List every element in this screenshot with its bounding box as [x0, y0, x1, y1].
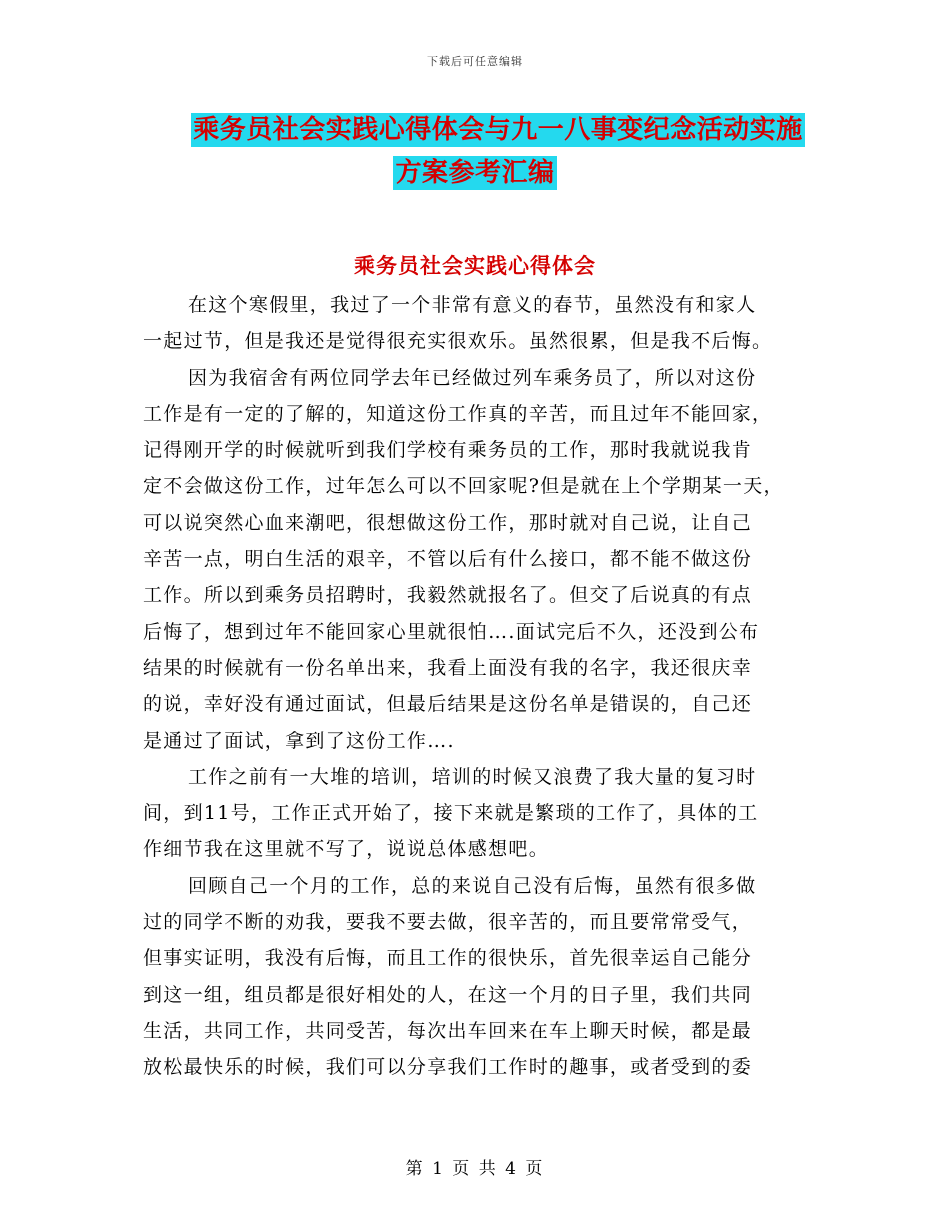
document-title-text-2: 方案参考汇编 [395, 158, 555, 188]
paragraph-line: 辛苦一点，明白生活的艰辛，不管以后有什么接口，都不能不做这份 [143, 548, 753, 571]
paragraph-line: 可以说突然心血来潮吧，很想做这份工作，那时就对自己说，让自己 [143, 511, 753, 534]
header-note: 下载后可任意编辑 [427, 55, 523, 68]
paragraph-line: 在这个寒假里，我过了一个非常有意义的春节，虽然没有和家人 [188, 294, 757, 316]
paragraph-line: 工作。所以到乘务员招聘时，我毅然就报名了。但交了后说真的有点 [143, 584, 753, 607]
paragraph-line: 过的同学不断的劝我，要我不要去做，很辛苦的，而且要常常受气， [143, 911, 753, 934]
paragraph-line: 定不会做这份工作，过年怎么可以不回家呢?但是就在上个学期某一天， [143, 475, 784, 498]
paragraph-line: 但事实证明，我没有后悔，而且工作的很快乐，首先很幸运自己能分 [143, 947, 753, 970]
paragraph-line: 记得刚开学的时候就听到我们学校有乘务员的工作，那时我就说我肯 [143, 439, 753, 462]
document-title-line-1 [0, 112, 950, 148]
paragraph-line: 放松最快乐的时候，我们可以分享我们工作时的趣事，或者受到的委 [143, 1056, 753, 1079]
paragraph-line: 生活，共同工作，共同受苦，每次出车回来在车上聊天时候，都是最 [143, 1019, 753, 1042]
paragraph-line: 工作是有一定的了解的，知道这份工作真的辛苦，而且过年不能回家， [143, 402, 773, 425]
document-title-line-2 [0, 155, 950, 191]
paragraph-line: 因为我宿舍有两位同学去年已经做过列车乘务员了，所以对这份 [188, 366, 757, 389]
paragraph-line: 回顾自己一个月的工作，总的来说自己没有后悔，虽然有很多做 [188, 874, 757, 897]
page-number-footer: 第 1 页 共 4 页 [405, 1159, 545, 1179]
paragraph-line: 的说，幸好没有通过面试，但最后结果是这份名单是错误的，自己还 [143, 693, 753, 716]
paragraph-line: 作细节我在这里就不写了，说说总体感想吧。 [143, 838, 550, 861]
paragraph-line: 结果的时候就有一份名单出来，我看上面没有我的名字，我还很庆幸 [143, 656, 753, 679]
paragraph-line: 工作之前有一大堆的培训，培训的时候又浪费了我大量的复习时 [188, 765, 757, 788]
document-title-text-1: 乘务员社会实践心得体会与九一八事变纪念活动实施 [193, 115, 803, 145]
section-heading: 乘务员社会实践心得体会 [354, 253, 596, 278]
paragraph-line: 后悔了，想到过年不能回家心里就很怕….面试完后不久，还没到公布 [143, 620, 760, 643]
body-text [143, 287, 823, 1086]
paragraph-line: 间，到11号，工作正式开始了，接下来就是繁琐的工作了，具体的工 [143, 802, 759, 825]
paragraph-line: 到这一组，组员都是很好相处的人，在这一个月的日子里，我们共同 [143, 983, 753, 1006]
paragraph-line: 是通过了面试，拿到了这份工作…. [143, 729, 455, 752]
paragraph-line: 一起过节，但是我还是觉得很充实很欢乐。虽然很累，但是我不后悔。 [143, 330, 773, 353]
